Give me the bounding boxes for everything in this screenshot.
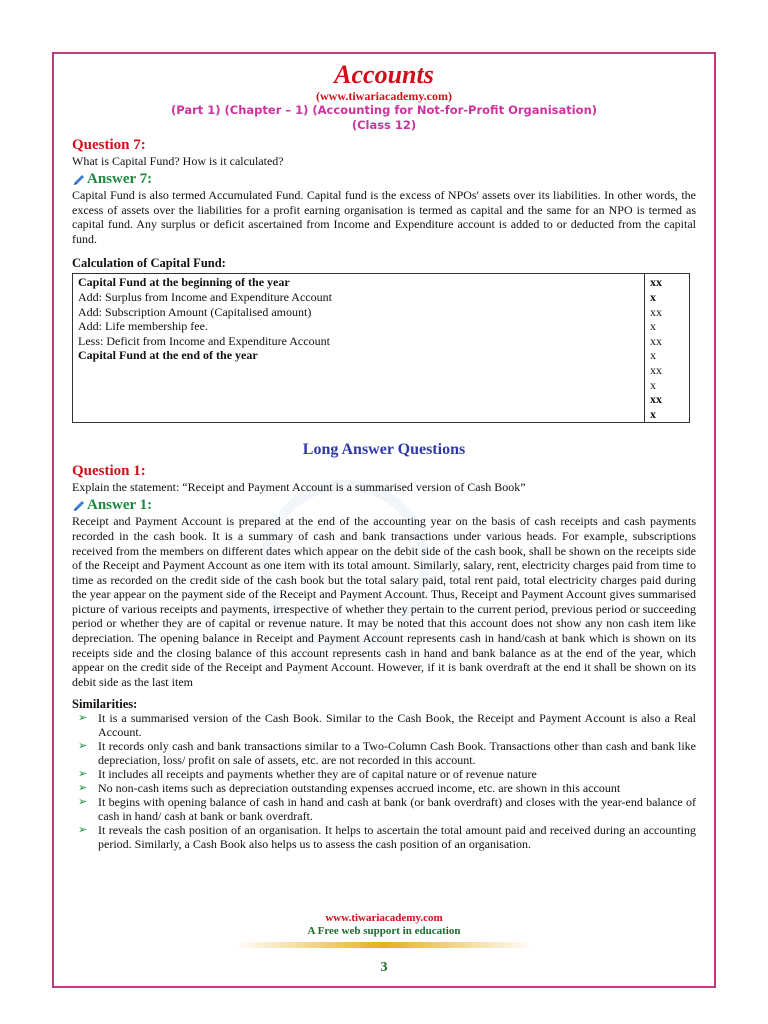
question-1-text: Explain the statement: “Receipt and Payment Account is a summarised version of Cash Book” bbox=[72, 480, 526, 495]
pen-icon bbox=[72, 173, 86, 187]
calc-amounts-cell bbox=[645, 274, 690, 423]
similarity-text: It reveals the cash position of an organisation. It helps to ascertain the total amount paid and received during an accounting period. Similarly, a Cash Book also helps us to assess the cash position of an organisation. bbox=[98, 823, 696, 852]
calc-amount: x bbox=[650, 319, 656, 334]
similarity-text: It includes all receipts and payments whether they are of capital nature or of revenue nature bbox=[98, 767, 537, 782]
page-header bbox=[72, 60, 696, 133]
page-footer bbox=[54, 912, 714, 976]
similarities-list bbox=[72, 711, 696, 851]
pen-icon bbox=[72, 499, 86, 513]
similarity-text: It is a summarised version of the Cash Book. Similar to the Cash Book, the Receipt and Payment Account is also a Real Account. bbox=[98, 711, 696, 740]
page-number: 3 bbox=[380, 960, 388, 975]
calc-amount: xx bbox=[650, 362, 662, 377]
calc-items-cell bbox=[73, 274, 645, 423]
calc-amount: xx bbox=[650, 304, 662, 319]
calc-amount: x bbox=[650, 377, 656, 392]
answer-1-heading-row bbox=[72, 497, 696, 514]
answer-7-heading: Answer 7: bbox=[87, 171, 153, 187]
calc-item: Add: Surplus from Income and Expenditure Account bbox=[78, 289, 332, 304]
arrow-bullet-icon: ➢ bbox=[78, 767, 88, 781]
page-title: Accounts bbox=[334, 60, 434, 89]
list-item bbox=[72, 823, 696, 851]
page-border bbox=[52, 52, 716, 988]
calc-amount: xx bbox=[650, 275, 662, 290]
list-item bbox=[72, 795, 696, 823]
arrow-bullet-icon: ➢ bbox=[78, 795, 88, 809]
question-7-heading: Question 7: bbox=[72, 137, 146, 153]
calc-item: Add: Subscription Amount (Capitalised amount) bbox=[78, 304, 312, 319]
similarities-heading: Similarities: bbox=[72, 697, 138, 712]
question-7-text: What is Capital Fund? How is it calculated? bbox=[72, 154, 284, 168]
similarity-text: No non-cash items such as depreciation outstanding expenses accrued income, etc. are shown in this account bbox=[98, 781, 621, 796]
list-item bbox=[72, 781, 696, 795]
list-item bbox=[72, 711, 696, 739]
arrow-bullet-icon: ➢ bbox=[78, 781, 88, 795]
answer-7-heading-row bbox=[72, 171, 696, 188]
calc-amount: x bbox=[650, 406, 656, 421]
header-subtitle: (Part 1) (Chapter – 1) (Accounting for Not-for-Profit Organisation) bbox=[170, 103, 598, 117]
list-item bbox=[72, 767, 696, 781]
calc-item: Less: Deficit from Income and Expenditure Account bbox=[78, 333, 330, 348]
footer-site-link[interactable]: www.tiwariacademy.com bbox=[325, 912, 443, 924]
footer-tagline: A Free web support in education bbox=[307, 925, 461, 937]
calc-amount: x bbox=[650, 289, 656, 304]
long-answer-heading: Long Answer Questions bbox=[302, 441, 466, 459]
calc-item: Add: Life membership fee. bbox=[78, 319, 208, 334]
calc-heading: Calculation of Capital Fund: bbox=[72, 256, 226, 271]
list-item bbox=[72, 739, 696, 767]
answer-7-text: Capital Fund is also termed Accumulated Fund. Capital fund is the excess of NPOs' assets over its liabilities. In other words, the excess of assets over the liabilities for a profit earning organisation is termed as capital and the same for an NPO is termed as capital fund. Any surplus or deficit ascertained from Income and Expenditure account is added to or deducted from the capital fund. bbox=[72, 188, 696, 246]
answer-1-heading: Answer 1: bbox=[87, 497, 153, 514]
similarity-text: It records only cash and bank transactions similar to a Two-Column Cash Book. Transactions other than cash and bank like depreciation, loss/ profit on sale of assets, etc. are not recorded in this account. bbox=[98, 739, 696, 768]
calc-amount: xx bbox=[650, 392, 662, 407]
similarity-text: It begins with opening balance of cash in hand and cash at bank (or bank overdraft) and closes with the year-end balance of cash in hand/ cash at bank or bank overdraft. bbox=[98, 795, 696, 824]
arrow-bullet-icon: ➢ bbox=[78, 823, 88, 837]
calc-item: Capital Fund at the beginning of the year bbox=[78, 275, 290, 290]
header-site: (www.tiwariacademy.com) bbox=[316, 89, 452, 103]
calc-amount: x bbox=[650, 348, 656, 363]
capital-fund-table bbox=[72, 273, 690, 423]
footer-divider bbox=[234, 942, 534, 948]
header-class: (Class 12) bbox=[351, 118, 417, 132]
question-1-heading: Question 1: bbox=[72, 463, 146, 480]
arrow-bullet-icon: ➢ bbox=[78, 711, 88, 725]
calc-amount: xx bbox=[650, 333, 662, 348]
arrow-bullet-icon: ➢ bbox=[78, 739, 88, 753]
answer-1-text: Receipt and Payment Account is prepared at the end of the accounting year on the basis of cash receipts and cash payments recorded in the cash book. It is a summary of cash and bank transactions under various heads. For example, subscriptions received from the members on different dates which appear on the debit side of the cash book, shall be shown on the receipts side of the Receipt and Payment Account as one item with its total amount. Similarly, salary, rent, electricity charges paid from time to time as recorded on the credit side of the cash book but the total salary paid, total rent paid, total electricity charges paid during the year appear on the payment side of the Receipt and Payment Account. Thus, Receipt and Payment Account gives summarised picture of various receipts and payments, irrespective of whether they pertain to the current period, previous period or succeeding period or whether they are of capital or revenue nature. It may be noted that this account does not show any non cash item like depreciation. The opening balance in Receipt and Payment Account represents cash in hand/cash at bank which is shown on its receipts side and the closing balance of this account represents cash in hand and bank balance as at the end of the year, which appear on the credit side of the Receipt and Payment Account. However, if it is bank overdraft at the end it shall be shown on its debit side as the last item bbox=[72, 514, 696, 689]
calc-item: Capital Fund at the end of the year bbox=[78, 348, 258, 363]
